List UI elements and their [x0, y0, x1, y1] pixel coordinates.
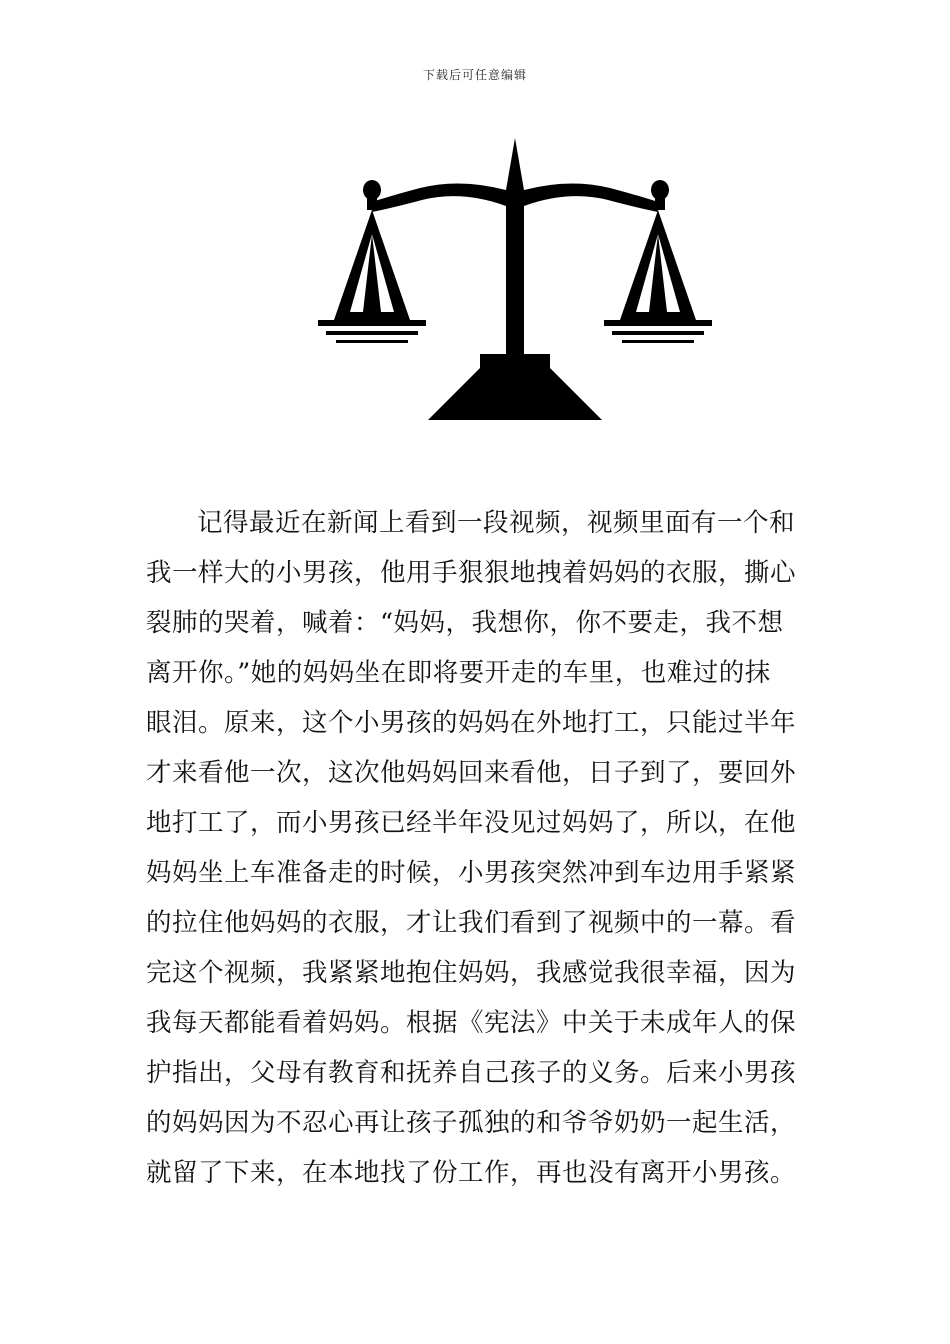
paragraph-line: 妈妈坐上车准备走的时候，小男孩突然冲到车边用手紧紧 [146, 858, 797, 888]
page-header: 下载后可任意编辑 [422, 68, 527, 82]
article-body [146, 498, 810, 1198]
paragraph-line: 的妈妈因为不忍心再让孩子孤独的和爷爷奶奶一起生活， [146, 1108, 797, 1138]
paragraph-line: 的拉住他妈妈的衣服，才让我们看到了视频中的一幕。看 [146, 908, 797, 938]
paragraph-line: 记得最近在新闻上看到一段视频，视频里面有一个和 [197, 508, 796, 538]
paragraph-line: 完这个视频，我紧紧地抱住妈妈，我感觉我很幸福，因为 [146, 958, 797, 988]
paragraph-line: 就留了下来，在本地找了份工作，再也没有离开小男孩。 [146, 1158, 797, 1188]
scales-of-justice-icon [310, 130, 720, 430]
paragraph-line: 离开你。”她的妈妈坐在即将要开走的车里，也难过的抹 [146, 658, 771, 688]
paragraph-line: 眼泪。原来，这个小男孩的妈妈在外地打工，只能过半年 [146, 708, 797, 738]
paragraph-line: 我一样大的小男孩，他用手狠狠地拽着妈妈的衣服，撕心 [146, 558, 797, 588]
paragraph-line: 裂肺的哭着，喊着：“妈妈，我想你，你不要走，我不想 [146, 608, 784, 638]
paragraph-line: 才来看他一次，这次他妈妈回来看他，日子到了，要回外 [146, 758, 797, 788]
paragraph-line: 地打工了，而小男孩已经半年没见过妈妈了，所以，在他 [146, 808, 797, 838]
paragraph-line: 我每天都能看着妈妈。根据《宪法》中关于未成年人的保 [146, 1008, 797, 1038]
paragraph-line: 护指出，父母有教育和抚养自己孩子的义务。后来小男孩 [146, 1058, 797, 1088]
